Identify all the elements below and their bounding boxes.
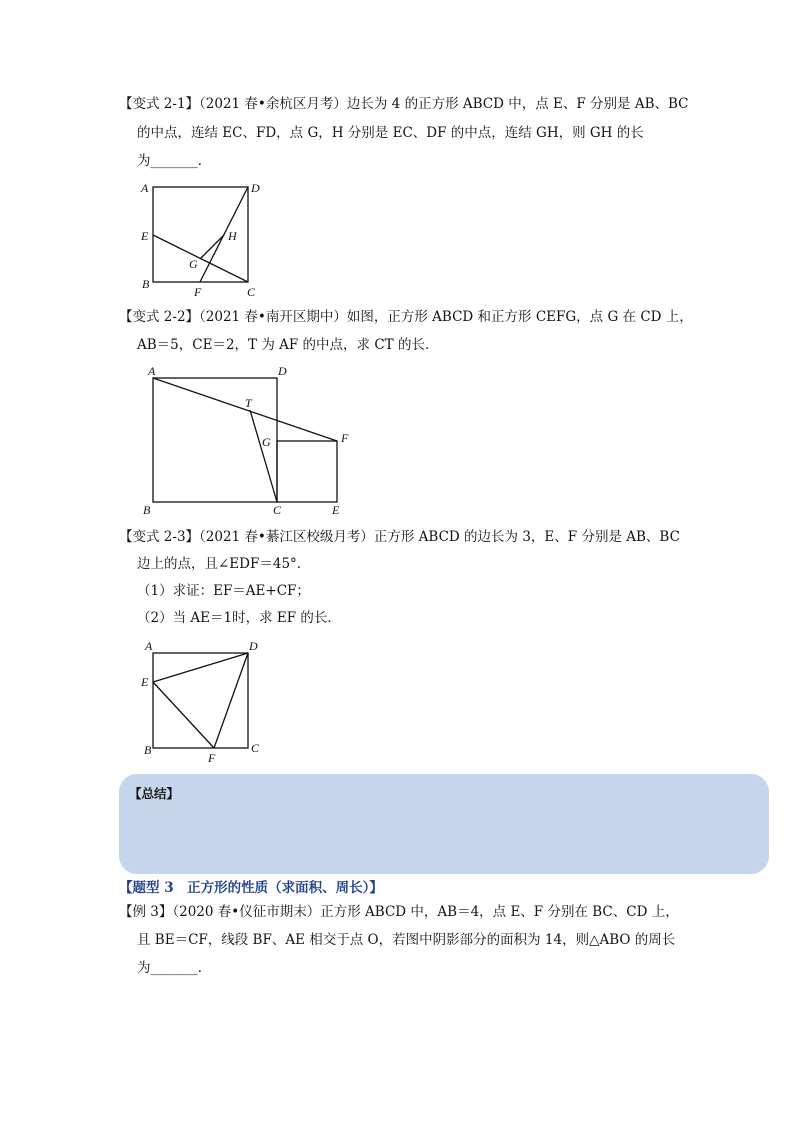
v23-line4: （2）当 AE＝1时，求 EF 的长． xyxy=(137,610,341,626)
segment-ef xyxy=(153,682,214,748)
summary-label: 【总结】 xyxy=(129,786,180,801)
label-A: A xyxy=(141,181,149,195)
segment-ed xyxy=(153,653,248,682)
label-B: B xyxy=(143,503,151,517)
label-C: C xyxy=(251,741,260,755)
label-D: D xyxy=(249,639,258,653)
segment-fd xyxy=(200,187,248,282)
v22-line2: AB＝5，CE＝2，T 为 AF 的中点，求 CT 的长． xyxy=(137,337,439,353)
label-E: E xyxy=(332,503,340,517)
segment-ct xyxy=(250,410,277,502)
label-C: C xyxy=(273,503,282,517)
segment-fd xyxy=(214,653,248,748)
label-T: T xyxy=(245,396,252,410)
label-D: D xyxy=(278,364,287,378)
v23-line1: 【变式 2-3】（2021 春•綦江区校级月考）正方形 ABCD 的边长为 3，E、F 分别是 AB、BC xyxy=(119,529,680,545)
topic3-heading: 【题型 3 正方形的性质（求面积、周长）】 xyxy=(119,880,383,896)
v21-line2: 的中点，连结 EC、FD，点 G，H 分别是 EC、DF 的中点，连结 GH，则 GH 的长 xyxy=(137,125,644,141)
ex3-line3: 为_______． xyxy=(137,960,212,976)
figure-v23 xyxy=(138,638,268,764)
v23-line3: （1）求证：EF＝AE+CF； xyxy=(137,583,310,599)
segment-gh xyxy=(200,235,224,259)
label-F: F xyxy=(341,431,349,445)
figure-v21 xyxy=(138,178,268,302)
label-B: B xyxy=(142,277,150,291)
label-F: F xyxy=(208,751,216,765)
label-A: A xyxy=(148,364,156,378)
label-B: B xyxy=(144,743,152,757)
v21-line1: 【变式 2-1】（2021 春•余杭区月考）边长为 4 的正方形 ABCD 中，点 E、F 分别是 AB、BC xyxy=(119,96,689,112)
figure-v22 xyxy=(138,362,358,522)
label-E: E xyxy=(141,675,149,689)
ex3-line1: 【例 3】（2020 春•仪征市期末）正方形 ABCD 中，AB＝4，点 E、F 分别在 BC、CD 上， xyxy=(119,904,679,920)
label-E: E xyxy=(141,229,149,243)
label-A: A xyxy=(145,639,153,653)
v22-line1: 【变式 2-2】（2021 春•南开区期中）如图，正方形 ABCD 和正方形 CEFG，点 G 在 CD 上， xyxy=(119,309,693,325)
label-C: C xyxy=(247,285,256,299)
v23-line2: 边上的点，且∠EDF＝45°． xyxy=(137,556,311,572)
summary-box xyxy=(119,774,769,874)
v21-line3: 为_______． xyxy=(137,153,212,169)
label-G: G xyxy=(189,257,198,271)
ex3-line2: 且 BE＝CF，线段 BF、AE 相交于点 O，若图中阴影部分的面积为 14，则△ABO 的周长 xyxy=(137,932,676,948)
label-F: F xyxy=(194,285,202,299)
label-D: D xyxy=(251,181,260,195)
label-G: G xyxy=(262,435,271,449)
label-H: H xyxy=(228,229,237,243)
square-cefg xyxy=(277,441,337,502)
